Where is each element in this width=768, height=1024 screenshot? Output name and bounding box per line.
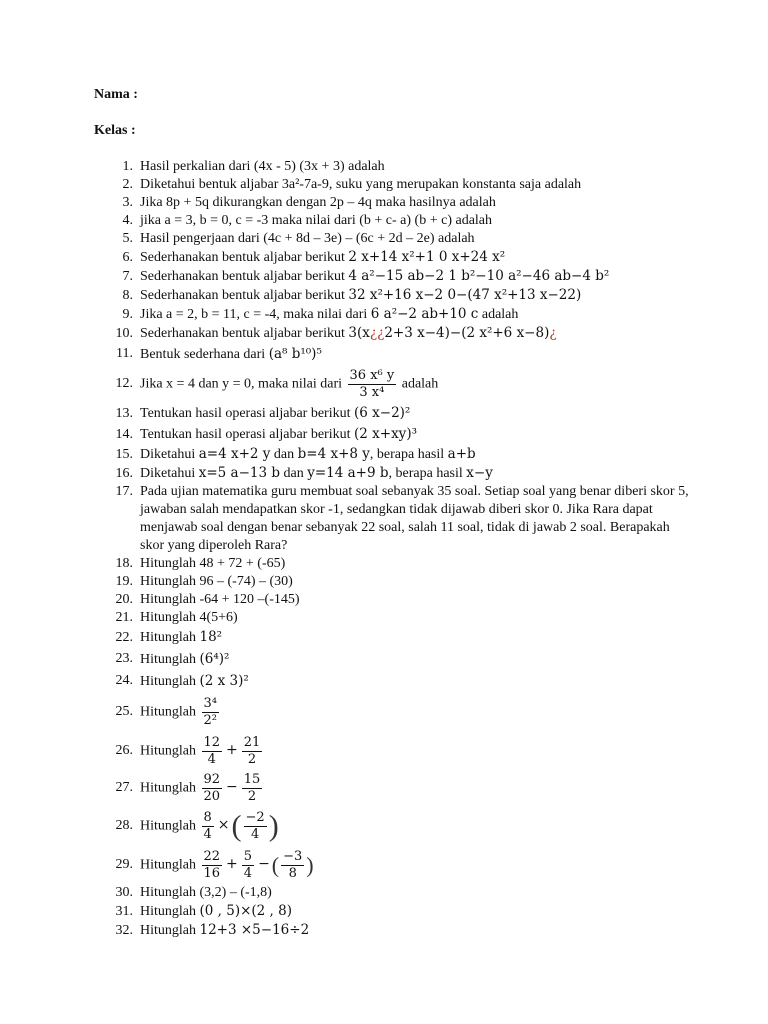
fraction	[348, 368, 397, 401]
question-number: 6.	[122, 249, 133, 265]
question-item	[94, 176, 694, 194]
fraction-numerator: 21	[243, 734, 261, 750]
fraction-numerator: 3⁴	[203, 695, 217, 711]
fraction-denominator: 2	[247, 788, 257, 804]
fraction	[242, 772, 263, 805]
question-number: 19.	[115, 574, 133, 589]
question-text: Hasil perkalian dari (4x - 5) (3x + 3) adalah	[140, 159, 385, 174]
operator: ×	[217, 817, 230, 834]
question-text: Hitunglah	[140, 780, 196, 796]
math-expression: 6 a²−2 ab+10 c	[370, 306, 479, 322]
math-expression: (2 x 3)²	[199, 672, 249, 689]
question-number: 32.	[115, 922, 133, 938]
question-text: Diketahui	[140, 466, 196, 481]
question-item	[94, 445, 694, 464]
question-number: 5.	[122, 231, 133, 246]
question-text: Diketahui	[140, 447, 196, 462]
left-paren: (	[271, 852, 280, 877]
question-text-mid: dan	[283, 466, 304, 481]
fraction	[242, 849, 254, 882]
fraction-numerator: −2	[245, 809, 265, 825]
question-text: Bentuk sederhana dari	[140, 346, 266, 362]
question-text-mid: dan	[273, 447, 295, 462]
question-number: 4.	[122, 213, 133, 228]
math-expression: a=4 x+2 y	[198, 446, 271, 462]
question-item	[94, 158, 694, 176]
fraction	[281, 849, 304, 882]
question-text: Sederhanakan bentuk aljabar berikut	[140, 250, 345, 265]
math-expression: a+b	[447, 446, 476, 462]
question-number: 9.	[122, 306, 133, 322]
question-item	[94, 343, 694, 365]
question-item	[94, 365, 694, 403]
fraction-denominator: 16	[203, 865, 221, 881]
question-text: Hitunglah	[140, 743, 196, 759]
fraction-denominator: 2	[247, 751, 257, 767]
question-text: Hitunglah	[140, 673, 196, 689]
question-text-tail: , berapa hasil	[369, 447, 445, 462]
question-number: 10.	[115, 325, 133, 341]
question-number: 1.	[122, 159, 133, 174]
math-expression: 32 x²+16 x−2 0−(47 x²+13 x−22)	[348, 287, 582, 303]
question-number: 7.	[122, 268, 133, 284]
question-text: Hitunglah	[140, 651, 196, 667]
fraction-denominator: 8	[288, 865, 297, 881]
question-text: Tentukan hasil operasi aljabar berikut	[140, 406, 351, 421]
fraction-numerator: 12	[203, 734, 221, 750]
question-text: Hitunglah	[140, 923, 196, 938]
fraction-denominator: 4	[207, 751, 216, 767]
question-item	[94, 483, 694, 555]
question-item	[94, 902, 694, 921]
fraction	[242, 735, 263, 768]
math-expression	[348, 325, 556, 341]
question-text: Hasil pengerjaan dari (4c + 8d – 3e) – (6c + 2d – 2e) adalah	[140, 231, 475, 246]
question-number: 13.	[115, 405, 133, 421]
worksheet-page	[94, 86, 694, 940]
question-number: 8.	[122, 287, 133, 303]
fraction-numerator: 92	[203, 771, 221, 787]
question-text: Hitunglah	[140, 818, 196, 834]
question-item	[94, 921, 694, 940]
question-item	[94, 424, 694, 445]
math-part: 2+3 x−4)−(2 x²+6 x−8)	[384, 325, 550, 341]
question-item	[94, 609, 694, 627]
fraction-denominator: 2²	[203, 712, 217, 728]
question-text: Pada ujian matematika guru membuat soal sebanyak 35 soal. Setiap soal yang benar diberi skor 5, jawaban salah mendapatkan skor -1, sedangkan tidak dijawab diberi skor 0. Jika Rara dapat menjawab soal dengan benar sebanyak 22 soal, salah 11 soal, tidak di jawab 2 soal. Berapakah skor yang diperoleh Rara?	[140, 484, 689, 553]
question-text: Hitunglah 4(5+6)	[140, 610, 238, 625]
fraction-numerator: 36 x⁶ y	[349, 367, 395, 383]
question-number: 12.	[115, 376, 133, 391]
question-number: 14.	[115, 426, 133, 442]
question-text: Jika a = 2, b = 11, c = -4, maka nilai dari	[140, 307, 368, 322]
operator: +	[226, 856, 238, 873]
math-expression: (a⁸ b¹⁰)⁵	[268, 345, 322, 362]
question-number: 16.	[115, 465, 133, 481]
question-number: 31.	[115, 903, 133, 919]
question-number: 21.	[115, 610, 133, 625]
question-item	[94, 648, 694, 670]
question-number: 26.	[115, 743, 133, 758]
question-number: 30.	[115, 885, 133, 900]
math-expression: (6⁴)²	[199, 650, 230, 667]
question-text: Hitunglah	[140, 857, 196, 873]
question-text: Hitunglah	[140, 904, 196, 919]
question-text: jika a = 3, b = 0, c = -3 maka nilai dari (b + c- a) (b + c) adalah	[140, 213, 493, 228]
question-item	[94, 267, 694, 286]
fraction-numerator: −3	[283, 848, 303, 864]
math-expression: 12+3 ×5−16÷2	[199, 922, 310, 938]
fraction-denominator: 4	[203, 826, 212, 842]
question-item	[94, 403, 694, 424]
question-item	[94, 286, 694, 305]
math-part: 3(x	[348, 325, 370, 341]
fraction	[202, 696, 219, 729]
fraction-numerator: 5	[243, 848, 253, 864]
question-number: 17.	[115, 484, 133, 499]
question-number: 25.	[115, 704, 133, 719]
math-error-glyph: ¿	[549, 325, 557, 341]
question-text: Hitunglah 96 – (-74) – (30)	[140, 574, 293, 589]
question-item	[94, 732, 694, 770]
fraction	[202, 735, 223, 768]
math-expression: b=4 x+8 y	[297, 446, 370, 462]
question-item	[94, 846, 694, 884]
fraction	[202, 772, 223, 805]
question-text: Hitunglah 48 + 72 + (-65)	[140, 556, 286, 571]
question-number: 18.	[115, 556, 133, 571]
math-expression: (0 , 5)×(2 , 8)	[199, 903, 292, 919]
operator: −	[258, 856, 270, 873]
fraction-numerator: 15	[243, 771, 261, 787]
math-expression: x−y	[466, 465, 493, 481]
question-item	[94, 194, 694, 212]
question-number: 20.	[115, 592, 133, 607]
question-item	[94, 806, 694, 846]
question-item	[94, 248, 694, 267]
question-text-tail: adalah	[401, 376, 439, 392]
operator: −	[226, 779, 238, 796]
question-item	[94, 230, 694, 248]
math-expression: 4 a²−15 ab−2 1 b²−10 a²−46 ab−4 b²	[348, 268, 610, 284]
question-list	[94, 158, 694, 940]
question-item	[94, 591, 694, 609]
question-item	[94, 692, 694, 732]
question-text: Hitunglah	[140, 630, 196, 645]
question-number: 22.	[115, 629, 133, 645]
fraction-numerator: 8	[203, 809, 212, 825]
question-number: 27.	[115, 780, 133, 795]
question-text: Hitunglah	[140, 704, 196, 720]
question-item	[94, 573, 694, 591]
math-expression: 2 x+14 x²+1 0 x+24 x²	[348, 249, 506, 265]
question-text-tail: adalah	[481, 307, 519, 322]
question-text: Jika 8p + 5q dikurangkan dengan 2p – 4q maka hasilnya adalah	[140, 195, 496, 210]
left-paren: (	[231, 809, 242, 842]
question-item	[94, 770, 694, 806]
right-paren: )	[306, 852, 314, 877]
fraction	[202, 849, 223, 882]
math-expression: x=5 a−13 b	[198, 465, 280, 481]
fraction	[202, 810, 214, 843]
question-text: Sederhanakan bentuk aljabar berikut	[140, 326, 345, 341]
question-number: 2.	[122, 177, 133, 192]
question-text: Sederhanakan bentuk aljabar berikut	[140, 288, 345, 303]
math-expression: (2 x+xy)³	[354, 426, 417, 442]
right-paren: )	[268, 809, 279, 842]
question-number: 15.	[115, 446, 133, 462]
question-item	[94, 212, 694, 230]
question-number: 11.	[116, 346, 133, 361]
question-text: Diketahui bentuk aljabar 3a²-7a-9, suku yang merupakan konstanta saja adalah	[140, 177, 582, 192]
question-item	[94, 324, 694, 343]
question-item	[94, 464, 694, 483]
question-number: 28.	[115, 818, 133, 833]
kelas-label: Kelas :	[94, 123, 136, 138]
fraction-denominator: 20	[203, 788, 221, 804]
question-text: Hitunglah (3,2) – (-1,8)	[140, 885, 272, 900]
math-expression: y=14 a+9 b	[307, 465, 389, 481]
question-text: Sederhanakan bentuk aljabar berikut	[140, 269, 345, 284]
fraction-numerator: 22	[203, 848, 221, 864]
nama-label: Nama :	[94, 87, 138, 102]
question-number: 29.	[115, 857, 133, 872]
math-expression: 18²	[199, 629, 223, 645]
question-number: 24.	[115, 673, 133, 688]
question-text: Jika x = 4 dan y = 0, maka nilai dari	[140, 376, 343, 392]
question-text-tail: , berapa hasil	[388, 466, 463, 481]
question-item	[94, 305, 694, 324]
math-error-glyph: ¿¿	[369, 325, 385, 341]
question-item	[94, 670, 694, 692]
question-text: Tentukan hasil operasi aljabar berikut	[140, 427, 351, 442]
fraction-denominator: 4	[250, 826, 260, 842]
fraction-denominator: 4	[243, 865, 253, 881]
math-expression: (6 x−2)²	[354, 405, 411, 421]
question-item	[94, 627, 694, 648]
question-number: 23.	[115, 651, 133, 666]
question-item	[94, 884, 694, 902]
fraction	[244, 810, 267, 843]
question-number: 3.	[122, 195, 133, 210]
question-item	[94, 555, 694, 573]
operator: +	[226, 742, 238, 759]
fraction-denominator: 3 x⁴	[359, 384, 385, 400]
question-text: Hitunglah -64 + 120 –(-145)	[140, 592, 300, 607]
